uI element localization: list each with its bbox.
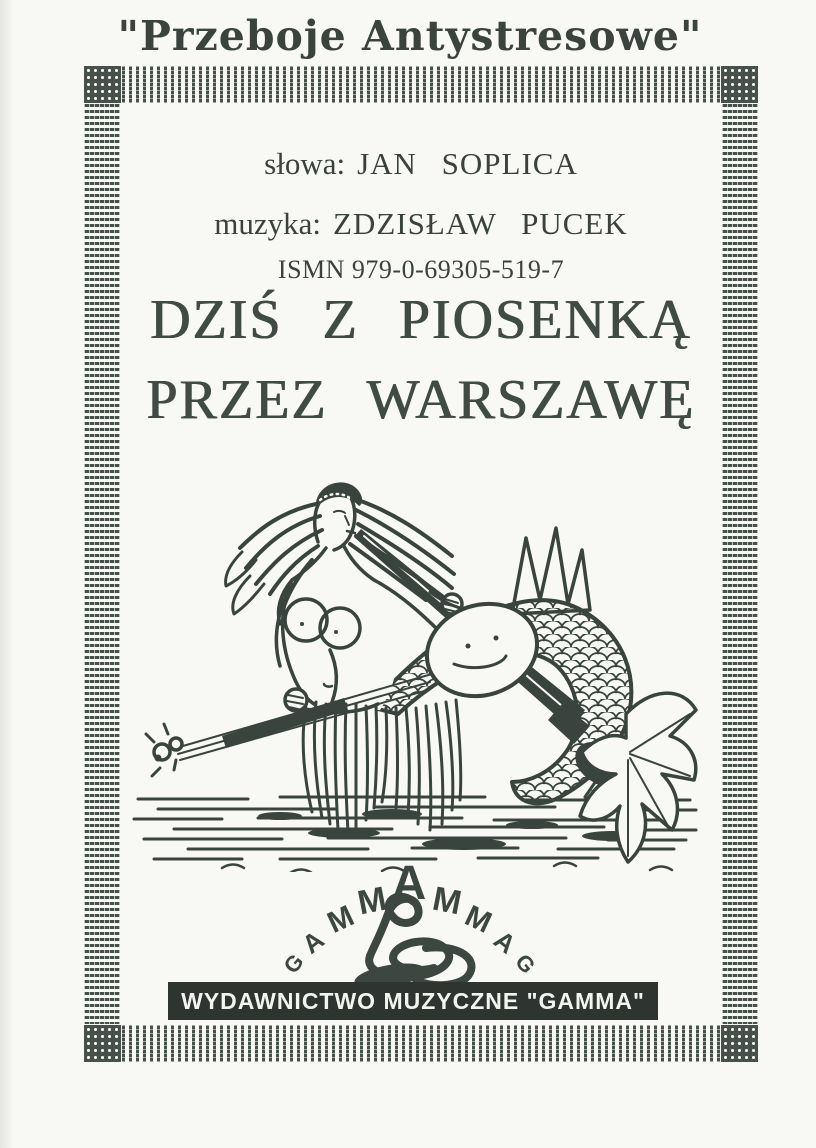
lyrics-credit — [120, 146, 722, 182]
gamma-logo-letter: G — [510, 949, 541, 979]
music-credit — [120, 206, 722, 242]
gamma-logo-letter: M — [354, 879, 390, 923]
lyrics-author: JAN SOPLICA — [357, 146, 578, 181]
music-author: ZDZISŁAW PUCEK — [333, 206, 628, 241]
song-title-line2: PRZEZ WARSZAWĘ — [146, 369, 696, 431]
frame-band-bottom — [122, 1025, 720, 1062]
gamma-logo-letter: A — [296, 924, 330, 960]
frame-band-top — [122, 66, 720, 103]
frame-band-left — [84, 104, 120, 1024]
gamma-logo-letter: M — [322, 899, 360, 940]
treble-clef-icon — [330, 888, 490, 992]
frame-corner-bottom-right — [721, 1025, 758, 1062]
frame-corner-bottom-left — [84, 1025, 121, 1062]
ismn-number: ISMN 979-0-69305-519-7 — [277, 255, 565, 284]
frame-corner-top-left — [84, 66, 121, 103]
song-title-line1: DZIŚ Z PIOSENKĄ — [150, 289, 692, 351]
gamma-logo-letter: M — [459, 899, 497, 940]
frame-corner-top-right — [721, 66, 758, 103]
gamma-logo-letter: A — [488, 924, 522, 960]
gamma-logo-letter: G — [278, 949, 309, 979]
lyrics-label: słowa: — [264, 146, 346, 181]
gamma-logo-letter: M — [429, 879, 465, 923]
mermaid-illustration — [130, 452, 700, 872]
gamma-logo-letter: A — [391, 857, 427, 910]
scan-edge-shadow — [0, 0, 14, 1148]
frame-band-right — [722, 104, 758, 1024]
music-label: muzyka: — [214, 206, 321, 241]
series-title: "Przeboje Antystresowe" — [117, 12, 703, 60]
publisher-bar: WYDAWNICTWO MUZYCZNE "GAMMA" — [168, 982, 658, 1020]
